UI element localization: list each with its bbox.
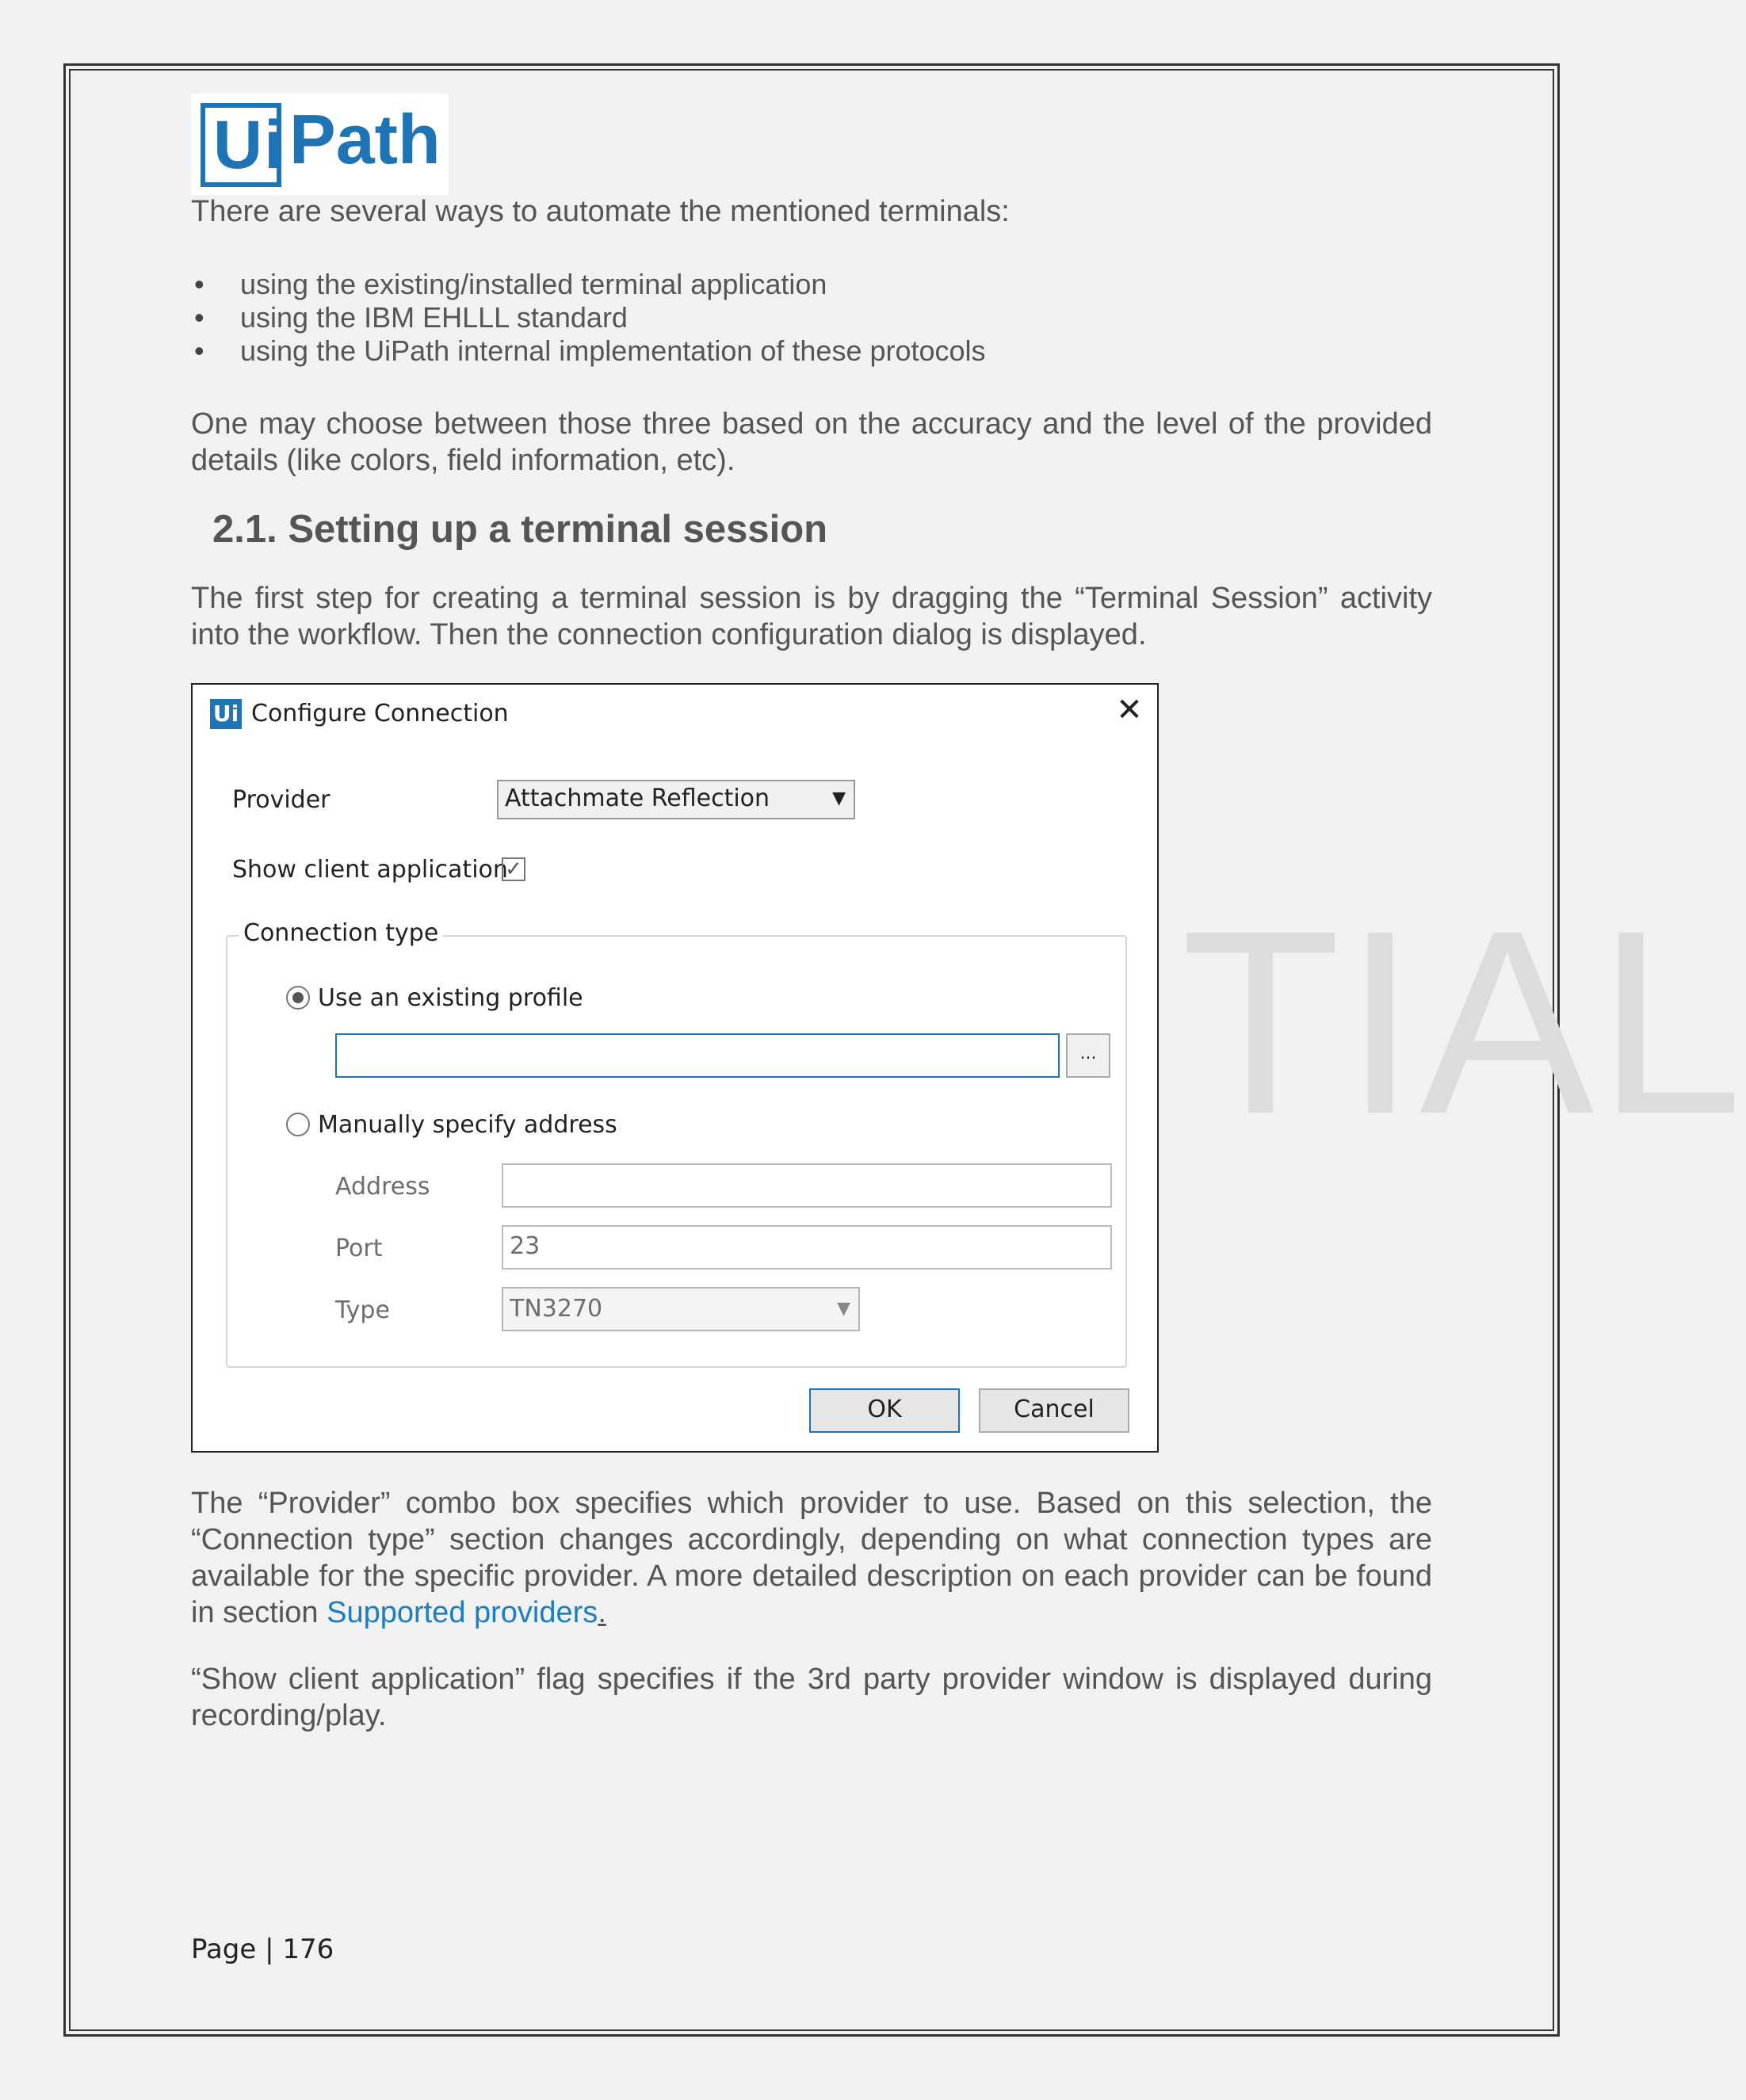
dialog-title: Configure Connection <box>251 700 509 727</box>
dropdown-arrow-icon: ▼ <box>832 788 846 808</box>
show-client-paragraph: “Show client application” flag specifies if the 3rd party provider window is displayed during recording/play. <box>191 1663 1432 1732</box>
browse-button[interactable]: ... <box>1066 1033 1110 1078</box>
provider-paragraph <box>191 1485 1432 1631</box>
manually-specify-label: Manually specify address <box>318 1111 617 1139</box>
show-client-checkbox[interactable]: ✓ <box>502 857 525 881</box>
close-icon[interactable]: ✕ <box>1116 692 1143 728</box>
list-item-text: using the UiPath internal implementation of these protocols <box>240 334 986 367</box>
page-number: Page | 176 <box>191 1934 334 1965</box>
provider-paragraph-end: . <box>598 1596 606 1629</box>
configure-connection-dialog <box>191 683 1159 1453</box>
bullet-icon: • <box>194 268 204 300</box>
address-input[interactable] <box>502 1163 1112 1208</box>
port-input[interactable]: 23 <box>502 1225 1112 1270</box>
list-item <box>191 334 1432 368</box>
use-existing-profile-radio[interactable] <box>286 986 310 1010</box>
radio-selected-dot <box>292 992 304 1003</box>
confidential-watermark: TIAL <box>1181 876 1746 1168</box>
logo-ui-box <box>201 103 285 187</box>
provider-combo[interactable] <box>497 780 855 819</box>
list-item-text: using the IBM EHLLL standard <box>240 301 628 334</box>
list-item <box>191 268 1432 301</box>
intro-paragraph: There are several ways to automate the mentioned terminals: <box>191 195 1010 228</box>
ok-button[interactable]: OK <box>809 1388 960 1433</box>
provider-label: Provider <box>232 786 330 814</box>
bullet-list <box>191 268 1432 368</box>
cancel-button[interactable]: Cancel <box>979 1388 1129 1433</box>
uipath-app-icon: Ui <box>210 699 242 729</box>
list-item-text: using the existing/installed terminal application <box>240 268 827 300</box>
dropdown-arrow-icon: ▼ <box>837 1299 850 1319</box>
manually-specify-radio[interactable] <box>286 1113 310 1136</box>
use-existing-profile-label: Use an existing profile <box>318 984 583 1012</box>
type-combo-value: TN3270 <box>510 1295 603 1323</box>
logo-ui-text: Ui <box>213 107 285 183</box>
port-label: Port <box>335 1235 383 1262</box>
supported-providers-link[interactable]: Supported providers <box>327 1596 598 1629</box>
bullet-icon: • <box>194 301 204 334</box>
provider-paragraph-text: The “Provider” combo box specifies which provider to use. Based on this selection, the “Connection type” section changes accordingly, depending on what connection types are available for the specific provider. A more detailed description on each provider can be found in section <box>191 1487 1432 1629</box>
logo-path-text: Path <box>289 100 441 178</box>
bullet-icon: • <box>194 334 204 367</box>
connection-type-legend: Connection type <box>239 919 443 948</box>
list-item <box>191 301 1432 334</box>
address-label: Address <box>335 1173 430 1201</box>
type-label: Type <box>335 1296 390 1324</box>
type-combo[interactable] <box>502 1287 860 1331</box>
first-step-paragraph: The first step for creating a terminal session is by dragging the “Terminal Session” activity into the workflow. Then the connection configuration dialog is displayed. <box>191 582 1432 651</box>
section-heading: 2.1. Setting up a terminal session <box>212 508 828 551</box>
uipath-logo <box>191 94 449 195</box>
choose-paragraph: One may choose between those three based on the accuracy and the level of the provided details (like colors, field information, etc). <box>191 407 1432 477</box>
profile-input[interactable] <box>335 1033 1060 1078</box>
show-client-label: Show client application <box>232 856 508 884</box>
provider-combo-value: Attachmate Reflection <box>505 785 770 812</box>
